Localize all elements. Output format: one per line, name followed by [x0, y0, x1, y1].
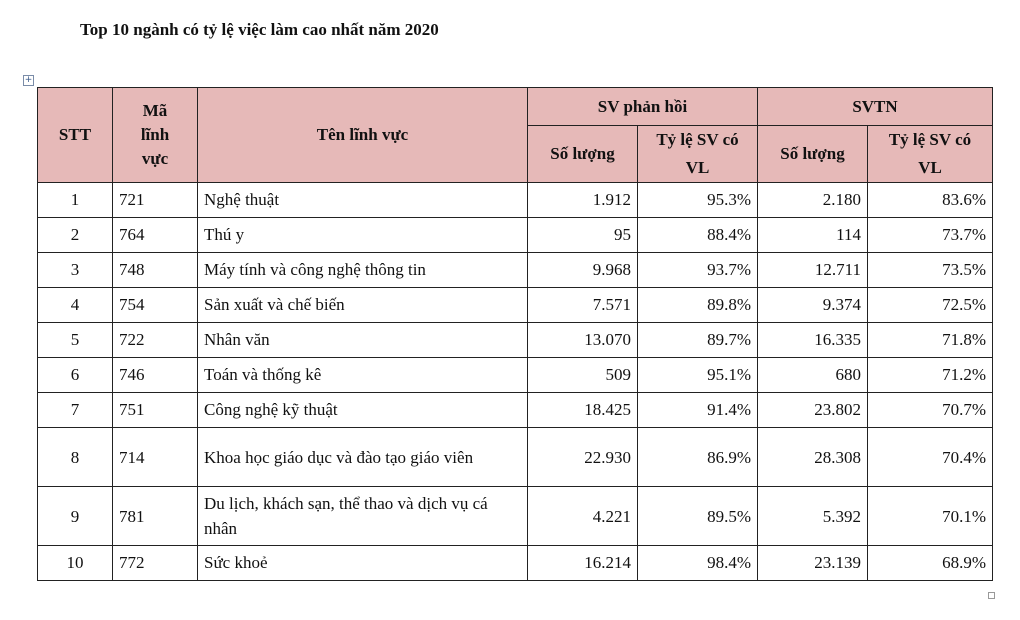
cell-so-luong-2: 9.374	[758, 288, 868, 323]
header-ty-le-2	[868, 126, 993, 183]
cell-ten: Sản xuất và chế biến	[198, 288, 528, 323]
cell-ten: Nhân văn	[198, 323, 528, 358]
header-group-svtn: SVTN	[758, 88, 993, 126]
header-stt: STT	[38, 88, 113, 183]
cell-so-luong-2: 12.711	[758, 253, 868, 288]
cell-so-luong-2: 28.308	[758, 428, 868, 487]
cell-ten: Nghệ thuật	[198, 183, 528, 218]
cell-so-luong-1: 509	[528, 358, 638, 393]
cell-ten: Công nghệ kỹ thuật	[198, 393, 528, 428]
cell-ma: 754	[113, 288, 198, 323]
cell-so-luong-2: 680	[758, 358, 868, 393]
cell-ty-le-2: 73.7%	[868, 218, 993, 253]
header-ma-line1: Mã	[142, 101, 168, 120]
table-row	[38, 253, 993, 288]
cell-stt: 7	[38, 393, 113, 428]
cell-stt: 8	[38, 428, 113, 487]
table-resize-handle[interactable]	[988, 592, 995, 599]
header-so-luong-1: Số lượng	[528, 126, 638, 183]
cell-stt: 4	[38, 288, 113, 323]
cell-stt: 9	[38, 487, 113, 546]
cell-stt: 3	[38, 253, 113, 288]
cell-so-luong-1: 4.221	[528, 487, 638, 546]
cell-ty-le-1: 91.4%	[638, 393, 758, 428]
table-row	[38, 218, 993, 253]
header-ma-line3: vực	[141, 149, 169, 168]
header-ty-le-1-line1: Tỷ lệ SV có	[656, 130, 739, 149]
cell-so-luong-1: 7.571	[528, 288, 638, 323]
cell-so-luong-1: 18.425	[528, 393, 638, 428]
cell-so-luong-2: 23.802	[758, 393, 868, 428]
cell-stt: 6	[38, 358, 113, 393]
header-ten-linh-vuc: Tên lĩnh vực	[198, 88, 528, 183]
cell-ty-le-1: 86.9%	[638, 428, 758, 487]
cell-ten: Du lịch, khách sạn, thể thao và dịch vụ cá nhân	[198, 487, 528, 546]
cell-so-luong-1: 95	[528, 218, 638, 253]
cell-ma: 781	[113, 487, 198, 546]
cell-stt: 5	[38, 323, 113, 358]
header-so-luong-2: Số lượng	[758, 126, 868, 183]
cell-ty-le-2: 83.6%	[868, 183, 993, 218]
table-row	[38, 428, 993, 487]
cell-ty-le-1: 89.8%	[638, 288, 758, 323]
cell-so-luong-2: 2.180	[758, 183, 868, 218]
header-group-sv-phan-hoi: SV phản hồi	[528, 88, 758, 126]
cell-ten: Toán và thống kê	[198, 358, 528, 393]
header-ty-le-1	[638, 126, 758, 183]
cell-ma: 751	[113, 393, 198, 428]
cell-ty-le-1: 95.1%	[638, 358, 758, 393]
employment-rate-table	[37, 87, 993, 581]
cell-ma: 772	[113, 546, 198, 581]
header-ty-le-2-line2: VL	[918, 158, 942, 177]
cell-ty-le-2: 70.7%	[868, 393, 993, 428]
header-ty-le-1-line2: VL	[685, 158, 710, 177]
header-ma-line2: lĩnh	[140, 125, 170, 144]
table-row	[38, 323, 993, 358]
cell-ma: 764	[113, 218, 198, 253]
document-title: Top 10 ngành có tỷ lệ việc làm cao nhất năm 2020	[80, 20, 439, 39]
cell-so-luong-2: 114	[758, 218, 868, 253]
cell-so-luong-1: 13.070	[528, 323, 638, 358]
table-row	[38, 487, 993, 546]
cell-ty-le-2: 71.8%	[868, 323, 993, 358]
cell-ten: Máy tính và công nghệ thông tin	[198, 253, 528, 288]
cell-so-luong-1: 9.968	[528, 253, 638, 288]
cell-stt: 1	[38, 183, 113, 218]
cell-ty-le-1: 93.7%	[638, 253, 758, 288]
cell-ty-le-2: 70.4%	[868, 428, 993, 487]
cell-ty-le-1: 98.4%	[638, 546, 758, 581]
cell-ma: 722	[113, 323, 198, 358]
table-row	[38, 183, 993, 218]
cell-ma: 721	[113, 183, 198, 218]
cell-so-luong-2: 5.392	[758, 487, 868, 546]
cell-ten: Sức khoẻ	[198, 546, 528, 581]
cell-ty-le-2: 70.1%	[868, 487, 993, 546]
cell-ma: 748	[113, 253, 198, 288]
cell-ma: 714	[113, 428, 198, 487]
table-row	[38, 358, 993, 393]
table-row	[38, 393, 993, 428]
header-ty-le-2-line1: Tỷ lệ SV có	[888, 130, 972, 149]
move-handle-icon[interactable]: +	[24, 75, 33, 85]
cell-ty-le-1: 89.5%	[638, 487, 758, 546]
cell-ty-le-1: 95.3%	[638, 183, 758, 218]
cell-so-luong-2: 16.335	[758, 323, 868, 358]
header-ma-linh-vuc	[113, 88, 198, 183]
cell-ty-le-1: 88.4%	[638, 218, 758, 253]
cell-stt: 10	[38, 546, 113, 581]
cell-ty-le-2: 68.9%	[868, 546, 993, 581]
cell-so-luong-1: 16.214	[528, 546, 638, 581]
cell-ten: Khoa học giáo dục và đào tạo giáo viên	[198, 428, 528, 487]
cell-so-luong-2: 23.139	[758, 546, 868, 581]
cell-ma: 746	[113, 358, 198, 393]
cell-so-luong-1: 1.912	[528, 183, 638, 218]
cell-ty-le-2: 71.2%	[868, 358, 993, 393]
cell-ten: Thú y	[198, 218, 528, 253]
cell-so-luong-1: 22.930	[528, 428, 638, 487]
cell-ty-le-2: 73.5%	[868, 253, 993, 288]
cell-ty-le-2: 72.5%	[868, 288, 993, 323]
cell-stt: 2	[38, 218, 113, 253]
table-row	[38, 288, 993, 323]
cell-ty-le-1: 89.7%	[638, 323, 758, 358]
table-row	[38, 546, 993, 581]
